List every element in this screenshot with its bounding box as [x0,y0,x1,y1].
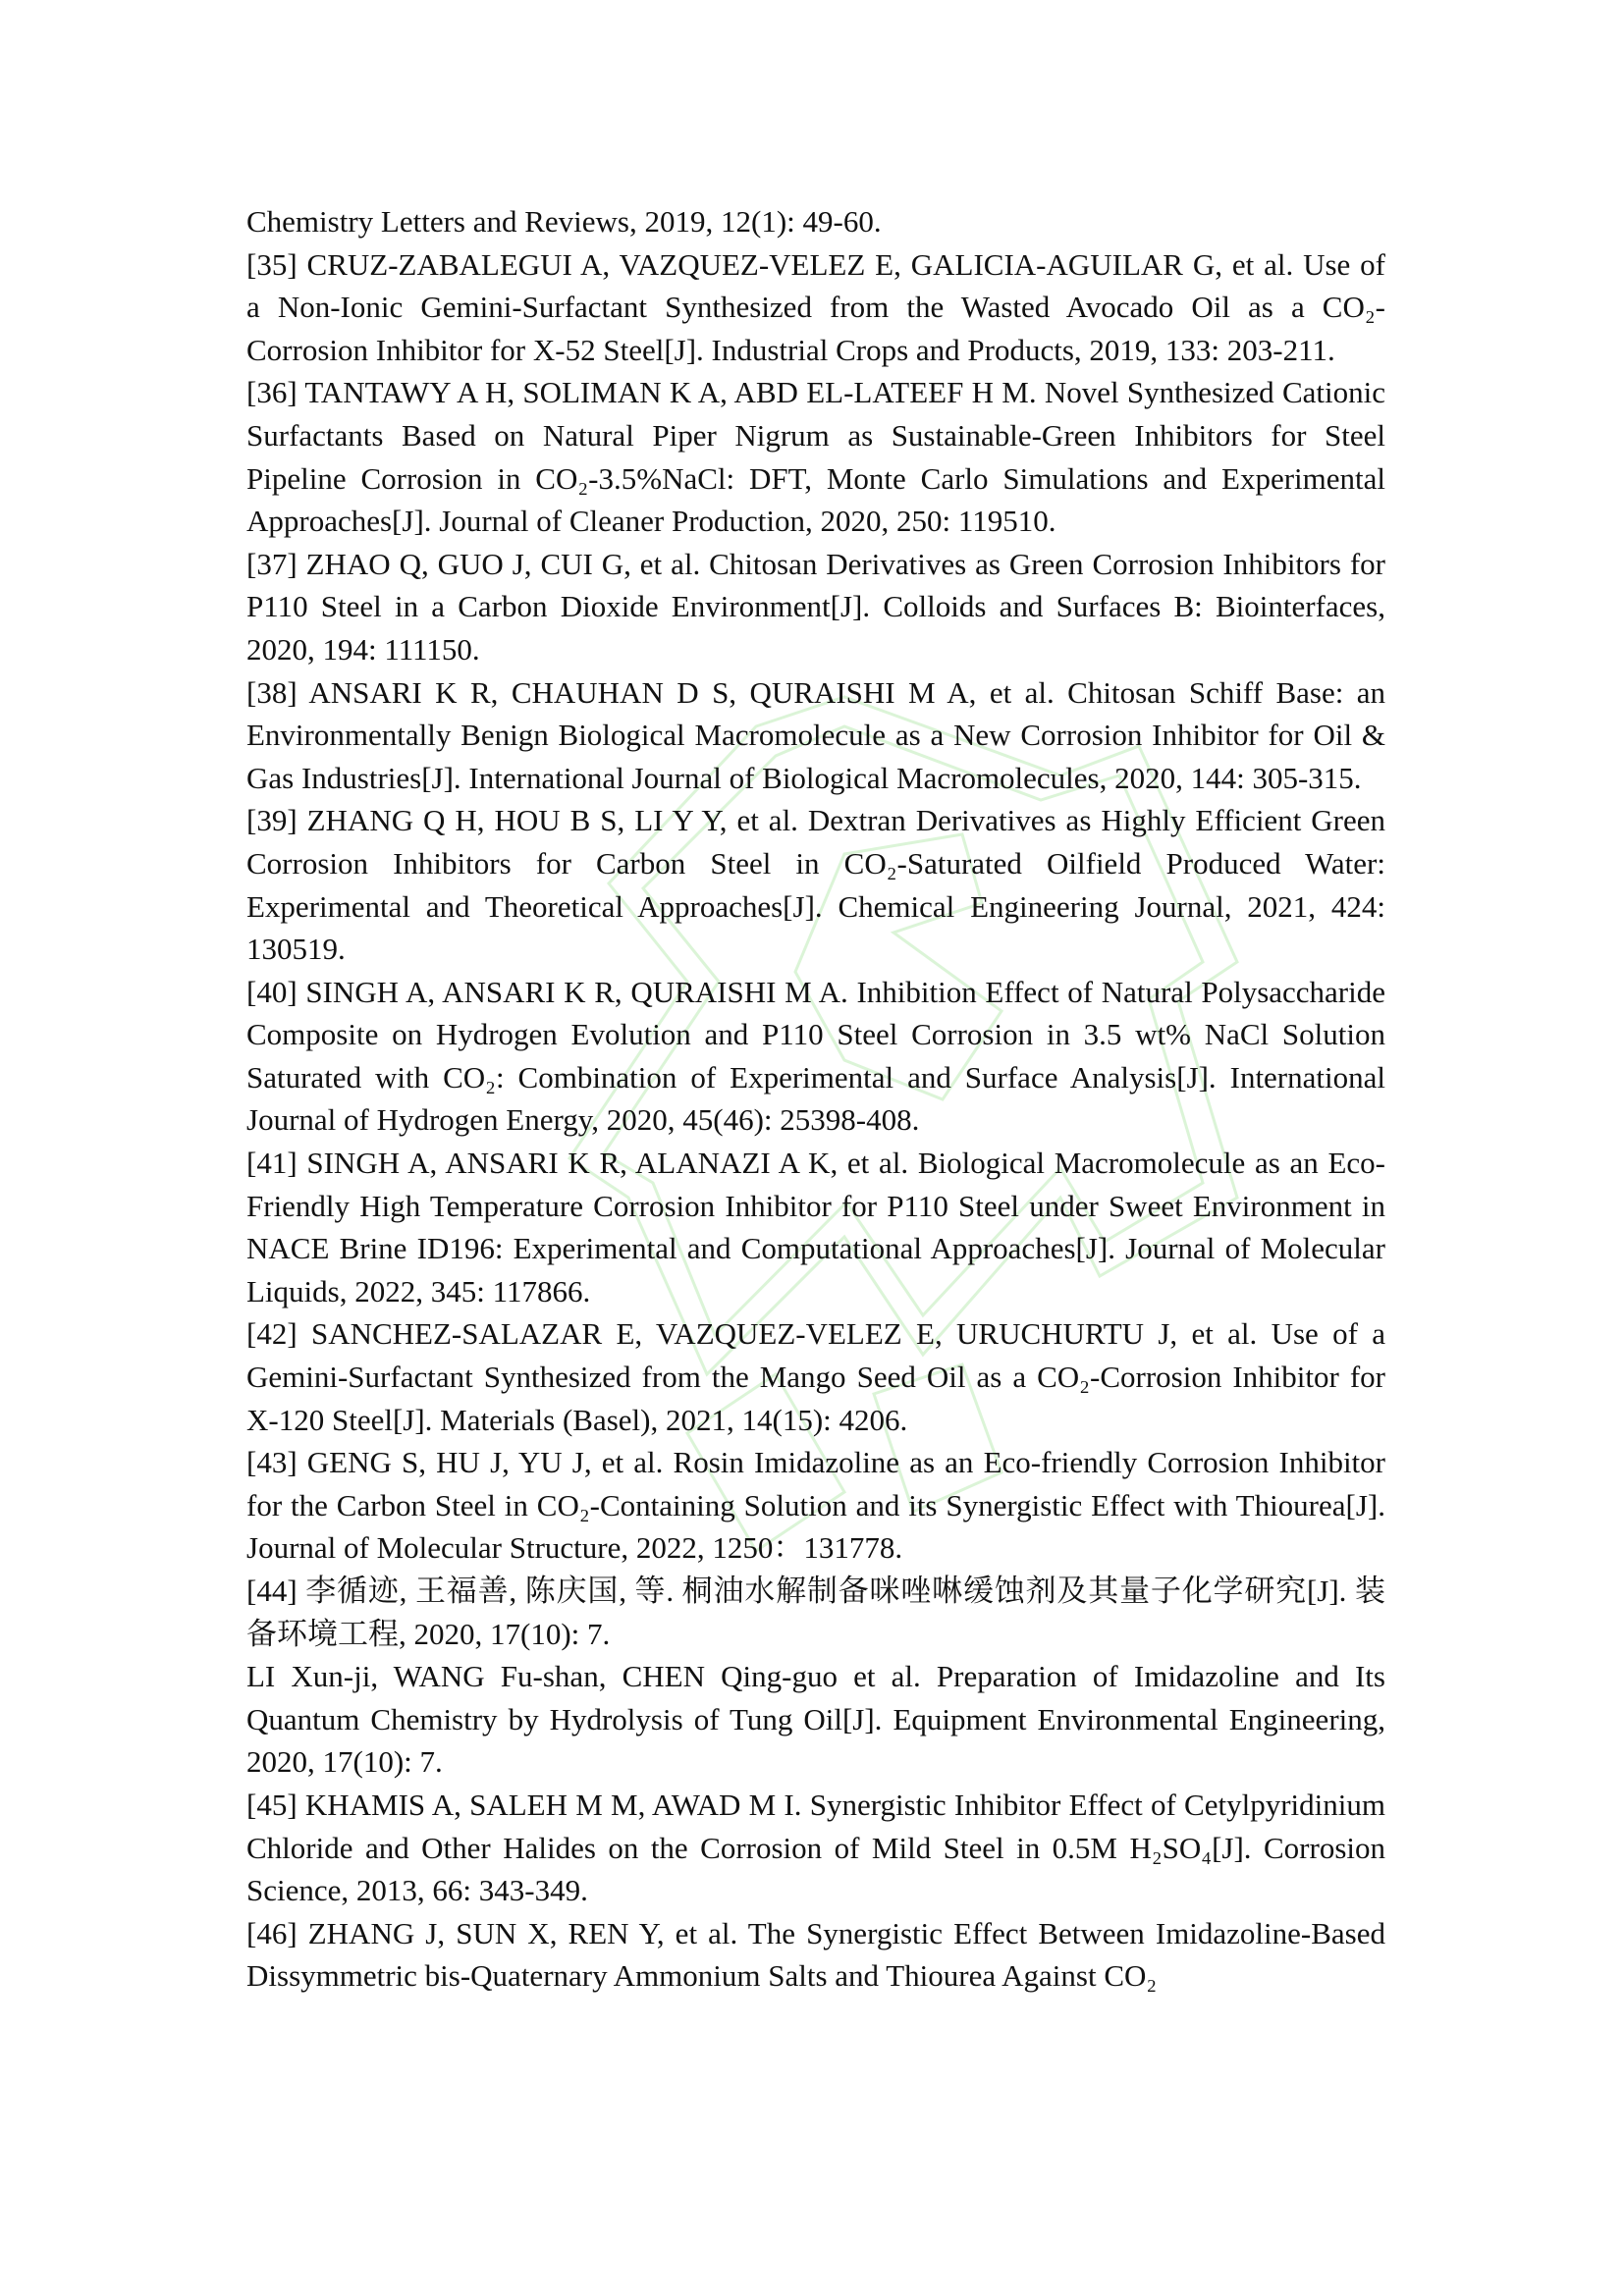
reference-35: [35] CRUZ-ZABALEGUI A, VAZQUEZ-VELEZ E, GALICIA-AGUILAR G, et al. Use of a Non-Ionic Gemini-Surfactant Synthesized from the Wasted Avocado Oil as a CO₂- Corrosion Inhibitor for X-52 Steel[J]. Industrial Crops and Products, 2019, 133: 203-211. [246,246,1385,367]
reference-44-english: LI Xun-ji, WANG Fu-shan, CHEN Qing-guo et al. Preparation of Imidazoline and Its Quantum Chemistry by Hydrolysis of Tung Oil[J]. Equipment Environmental Engineering, 2020, 17(10): 7. [246,1659,1385,1780]
reference-38: [38] ANSARI K R, CHAUHAN D S, QURAISHI M A, et al. Chitosan Schiff Base: an Environmentally Benign Biological Macromolecule as a New Corrosion Inhibitor for Oil & Gas Industries[J]. International Journal of Biological Macromolecules, 2020, 144: 305-315. [246,674,1385,795]
reference-36: [36] TANTAWY A H, SOLIMAN K A, ABD EL-LATEEF H M. Novel Synthesized Cationic Surfactants Based on Natural Piper Nigrum as Sustainable-Green Inhibitors for Steel Pipeline Corrosion in CO₂-3.5%NaCl: DFT, Monte Carlo Simulations and Experimental Approaches[J]. Journal of Cleaner Production, 2020, 250: 119510. [246,375,1385,539]
reference-42: [42] SANCHEZ-SALAZAR E, VAZQUEZ-VELEZ E, URUCHURTU J, et al. Use of a Gemini-Surfactant Synthesized from the Mango Seed Oil as a CO₂-Corrosion Inhibitor for X-120 Steel[J]. Materials (Basel), 2021, 14(15): 4206. [246,1316,1385,1437]
reference-40: [40] SINGH A, ANSARI K R, QURAISHI M A. Inhibition Effect of Natural Polysaccharide Composite on Hydrogen Evolution and P110 Steel Corrosion in 3.5 wt% NaCl Solution Saturated with CO₂: Combination of Experimental and Surface Analysis[J]. International Journal of Hydrogen Energy, 2020, 45(46): 25398-408. [246,974,1385,1138]
reference-43: [43] GENG S, HU J, YU J, et al. Rosin Imidazoline as an Eco-friendly Corrosion Inhibitor for the Carbon Steel in CO₂-Containing Solution and its Synergistic Effect with Thiourea[J]. Journal of Molecular Structure, 2022, 1250：131778. [246,1445,1385,1566]
reference-37: [37] ZHAO Q, GUO J, CUI G, et al. Chitosan Derivatives as Green Corrosion Inhibitors for P110 Steel in a Carbon Dioxide Environment[J]. Colloids and Surfaces B: Biointerfaces, 2020, 194: 111150. [246,546,1385,667]
reference-list [246,200,1385,1998]
reference-39: [39] ZHANG Q H, HOU B S, LI Y Y, et al. Dextran Derivatives as Highly Efficient Green Corrosion Inhibitors for Carbon Steel in CO₂-Saturated Oilfield Produced Water: Experimental and Theoretical Approaches[J]. Chemical Engineering Journal, 2021, 424: 130519. [246,803,1385,967]
reference-46: [46] ZHANG J, SUN X, REN Y, et al. The Synergistic Effect Between Imidazoline-Based Dissymmetric bis-Quaternary Ammonium Salts and Thiourea Against CO₂ [246,1915,1385,1994]
continuation-line: Chemistry Letters and Reviews, 2019, 12(1): 49-60. [246,204,882,239]
reference-41: [41] SINGH A, ANSARI K R, ALANAZI A K, et al. Biological Macromolecule as an Eco-Friendly High Temperature Corrosion Inhibitor for P110 Steel under Sweet Environment in NACE Brine ID196: Experimental and Computational Approaches[J]. Journal of Molecular Liquids, 2022, 345: 117866. [246,1146,1385,1308]
reference-45: [45] KHAMIS A, SALEH M M, AWAD M I. Synergistic Inhibitor Effect of Cetylpyridinium Chloride and Other Halides on the Corrosion of Mild Steel in 0.5M H₂SO₄[J]. Corrosion Science, 2013, 66: 343-349. [246,1787,1385,1908]
reference-44: [44] 李循迹, 王福善, 陈庆国, 等. 桐油水解制备咪唑啉缓蚀剂及其量子化学研究[J]. 装备环境工程, 2020, 17(10): 7. [246,1574,1385,1651]
